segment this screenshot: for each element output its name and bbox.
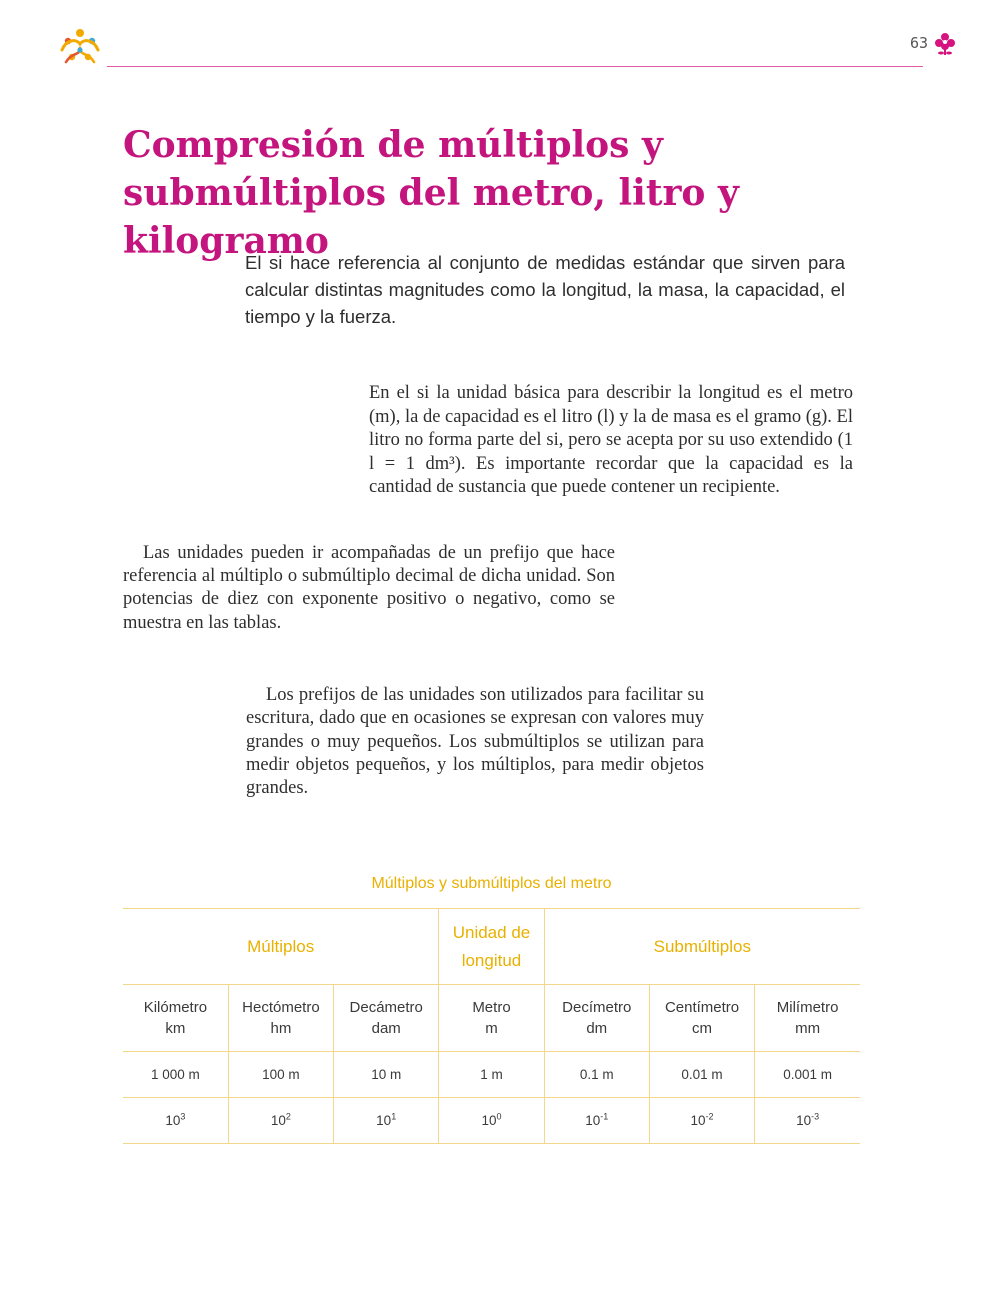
power-base: 10 xyxy=(481,1113,497,1128)
power-exponent: 1 xyxy=(391,1111,397,1122)
paragraph-prefixes: Las unidades pueden ir acompañadas de un prefijo que hace referencia al múltiplo o submúltiplo decimal de dicha unidad. Son potencias de diez con exponente positivo o negativo, como se muestra en las tablas. xyxy=(123,543,615,633)
unit-power xyxy=(334,1098,439,1144)
unit-power xyxy=(649,1098,754,1144)
paragraph-prefix-usage: Los prefijos de las unidades son utilizados para facilitar su escritura, dado que en ocasiones se expresan con valores muy grandes o muy pequeños. Los submúltiplos se utilizan para medir objetos pequeños, y los múltiplos, para medir objetos grandes. xyxy=(246,685,704,799)
paragraph-basic-units: En el si la unidad básica para describir la longitud es el metro (m), la de capacidad es el litro (l) y la de masa es el gramo (g). El litro no forma parte del si, pero se acepta por su uso extendido (1 l = 1 dm³). Es importante recordar que la capacidad es la cantidad de sustancia que puede contener un recipiente. xyxy=(369,383,853,497)
unit-value: 10 m xyxy=(334,1052,439,1098)
unit-symbol: cm xyxy=(692,1020,713,1037)
power-base: 10 xyxy=(585,1113,601,1128)
unit-symbol: dam xyxy=(371,1020,401,1037)
unit-value: 0.001 m xyxy=(755,1052,860,1098)
unit-name: Hectómetro xyxy=(242,999,320,1016)
table-cell xyxy=(649,985,754,1052)
unit-name: Metro xyxy=(472,999,511,1016)
unit-name: Centímetro xyxy=(664,999,740,1016)
unit-symbol: m xyxy=(485,1020,498,1037)
unit-power xyxy=(544,1098,649,1144)
unit-value: 1 000 m xyxy=(123,1052,228,1098)
power-base: 10 xyxy=(165,1113,181,1128)
table-cell xyxy=(334,985,439,1052)
unit-name: Kilómetro xyxy=(143,999,208,1016)
table-row-powers xyxy=(123,1098,860,1144)
table-cell xyxy=(544,985,649,1052)
unit-symbol: dm xyxy=(586,1020,608,1037)
table-caption: Múltiplos y submúltiplos del metro xyxy=(371,875,612,892)
table-group-header-row xyxy=(123,909,860,985)
unit-power xyxy=(755,1098,860,1144)
power-base: 10 xyxy=(376,1113,392,1128)
meter-units-table xyxy=(123,908,860,1144)
unit-value: 0.01 m xyxy=(649,1052,754,1098)
multiples-header: Múltiplos xyxy=(123,909,439,985)
power-exponent: 2 xyxy=(285,1111,291,1122)
unit-power xyxy=(439,1098,544,1144)
unit-name: Decímetro xyxy=(562,999,632,1016)
power-exponent: -2 xyxy=(705,1111,714,1122)
unit-name: Milímetro xyxy=(776,999,839,1016)
unit-symbol: hm xyxy=(270,1020,292,1037)
table-row-values xyxy=(123,1052,860,1098)
paragraph-si-definition: El si hace referencia al conjunto de medidas estándar que sirven para calcular distintas magnitudes como la longitud, la masa, la capacidad, el tiempo y la fuerza. xyxy=(245,252,845,327)
page-title: Compresión de múltiplos y submúltiplos del metro, litro y kilogramo xyxy=(123,124,739,262)
page-number: 63 xyxy=(909,34,928,52)
flower-ornament-icon xyxy=(934,32,956,56)
power-exponent: 3 xyxy=(180,1111,186,1122)
power-exponent: -1 xyxy=(600,1111,609,1122)
header-rule xyxy=(107,66,923,67)
unit-symbol: km xyxy=(165,1020,186,1037)
unit-value: 100 m xyxy=(228,1052,333,1098)
unit-value: 0.1 m xyxy=(544,1052,649,1098)
table-row-unit-names xyxy=(123,985,860,1052)
table-cell xyxy=(439,985,544,1052)
table-cell xyxy=(755,985,860,1052)
unit-symbol: mm xyxy=(795,1020,821,1037)
base-unit-header-line1: Unidad de xyxy=(452,922,531,942)
power-base: 10 xyxy=(270,1113,286,1128)
publisher-logo-icon xyxy=(56,26,104,70)
unit-name: Decámetro xyxy=(349,999,423,1016)
table-cell xyxy=(123,985,228,1052)
table-cell xyxy=(228,985,333,1052)
unit-power xyxy=(123,1098,228,1144)
submultiples-header: Submúltiplos xyxy=(544,909,860,985)
unit-power xyxy=(228,1098,333,1144)
base-unit-header xyxy=(439,909,544,985)
power-exponent: -3 xyxy=(811,1111,820,1122)
base-unit-header-line2: longitud xyxy=(461,950,522,970)
power-exponent: 0 xyxy=(496,1111,502,1122)
unit-value: 1 m xyxy=(439,1052,544,1098)
power-base: 10 xyxy=(796,1113,812,1128)
power-base: 10 xyxy=(690,1113,706,1128)
